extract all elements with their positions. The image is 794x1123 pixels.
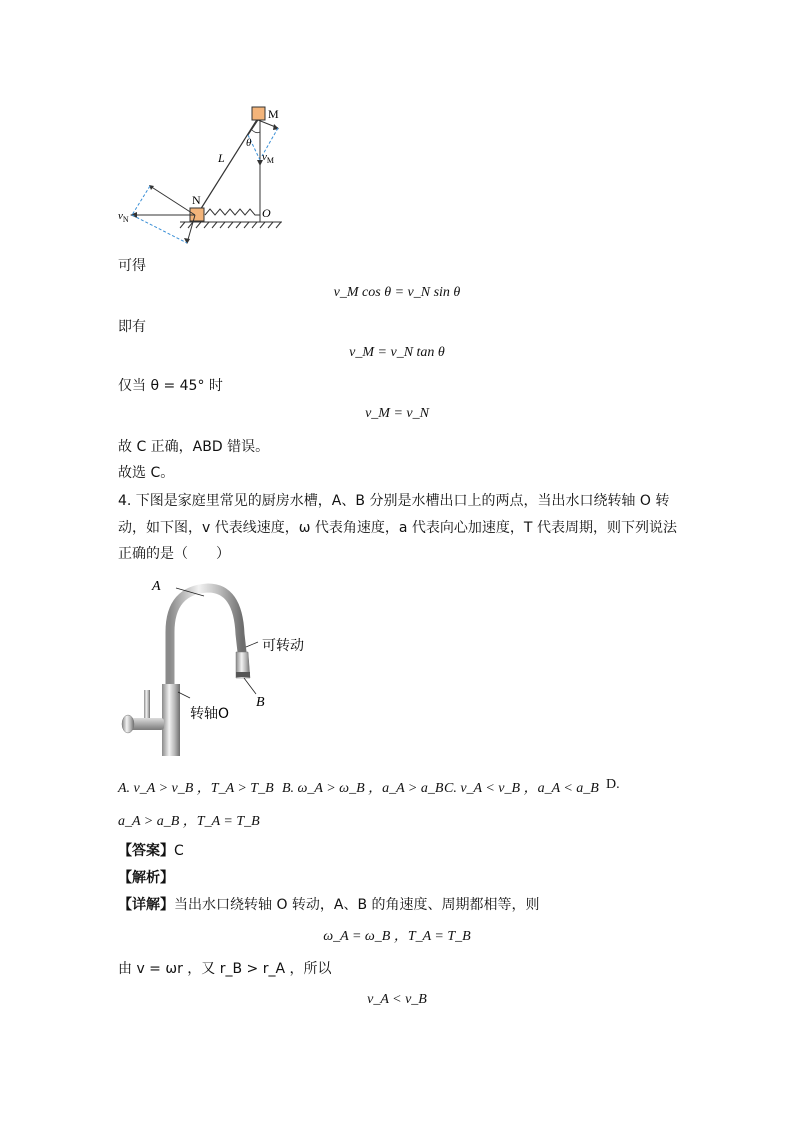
faucet-label-b: B [256,695,265,710]
faucet-label-rotatable: 可转动 [262,638,304,654]
faucet-label-a: A [152,579,161,594]
question-4-line-1: 4. 下图是家庭里常见的厨房水槽，A、B 分别是水槽出口上的两点，当出水口绕转轴 O 转 [118,493,670,509]
text-you: 由 v = ωr ，又 r_B > r_A ，所以 [118,961,332,977]
text-keyide: 可得 [118,258,146,274]
option-a: A. v_A > v_B ，T_A > T_B [118,781,274,796]
option-c: C. v_A < v_B ，a_A < a_B [444,781,599,796]
label-o: O [262,206,271,220]
equation-1: v_M cos θ = v_N sin θ [333,285,461,300]
faucet-illustration [118,572,318,762]
analysis-label: 【解析】 [118,870,174,886]
label-theta: θ [246,137,252,149]
label-vn: $v_N$ [118,210,129,224]
label-vm: $v_M$ [262,151,275,165]
option-b: B. ω_A > ω_B ，a_A > a_B [282,781,444,796]
answer-line [118,840,184,860]
detail-text: 当出水口绕转轴 O 转动，A、B 的角速度、周期都相等，则 [174,897,540,913]
answer-value: C [174,843,184,859]
option-d-label: D. [606,777,620,792]
label-l: L [218,151,225,165]
answer-label: 【答案】 [118,843,174,859]
block-m [252,107,265,120]
text-jindang: 仅当 θ = 45° 时 [118,378,223,394]
detail-label: 【详解】 [118,897,174,913]
text-conclusion: 故 C 正确，ABD 错误。 [118,439,270,455]
detail-line [118,894,540,914]
question-4-line-2: 动，如下图，v 代表线速度，ω 代表角速度，a 代表向心加速度，T 代表周期，则下列说法 [118,520,677,536]
equation-5: v_A < v_B [367,992,427,1007]
question-4-line-3: 正确的是（ ） [118,546,230,562]
text-jiyou: 即有 [118,319,146,335]
equation-3: v_M = v_N [365,406,429,421]
label-n: N [192,193,201,207]
option-d-content: a_A > a_B ，T_A = T_B [118,814,260,829]
label-m: M [268,107,279,121]
equation-4: ω_A = ω_B ，T_A = T_B [323,929,471,944]
faucet-label-axis: 转轴O [190,706,230,722]
text-choice: 故选 C。 [118,465,175,481]
equation-2: v_M = v_N tan θ [349,345,445,360]
velocity-decomposition-diagram [110,100,310,250]
